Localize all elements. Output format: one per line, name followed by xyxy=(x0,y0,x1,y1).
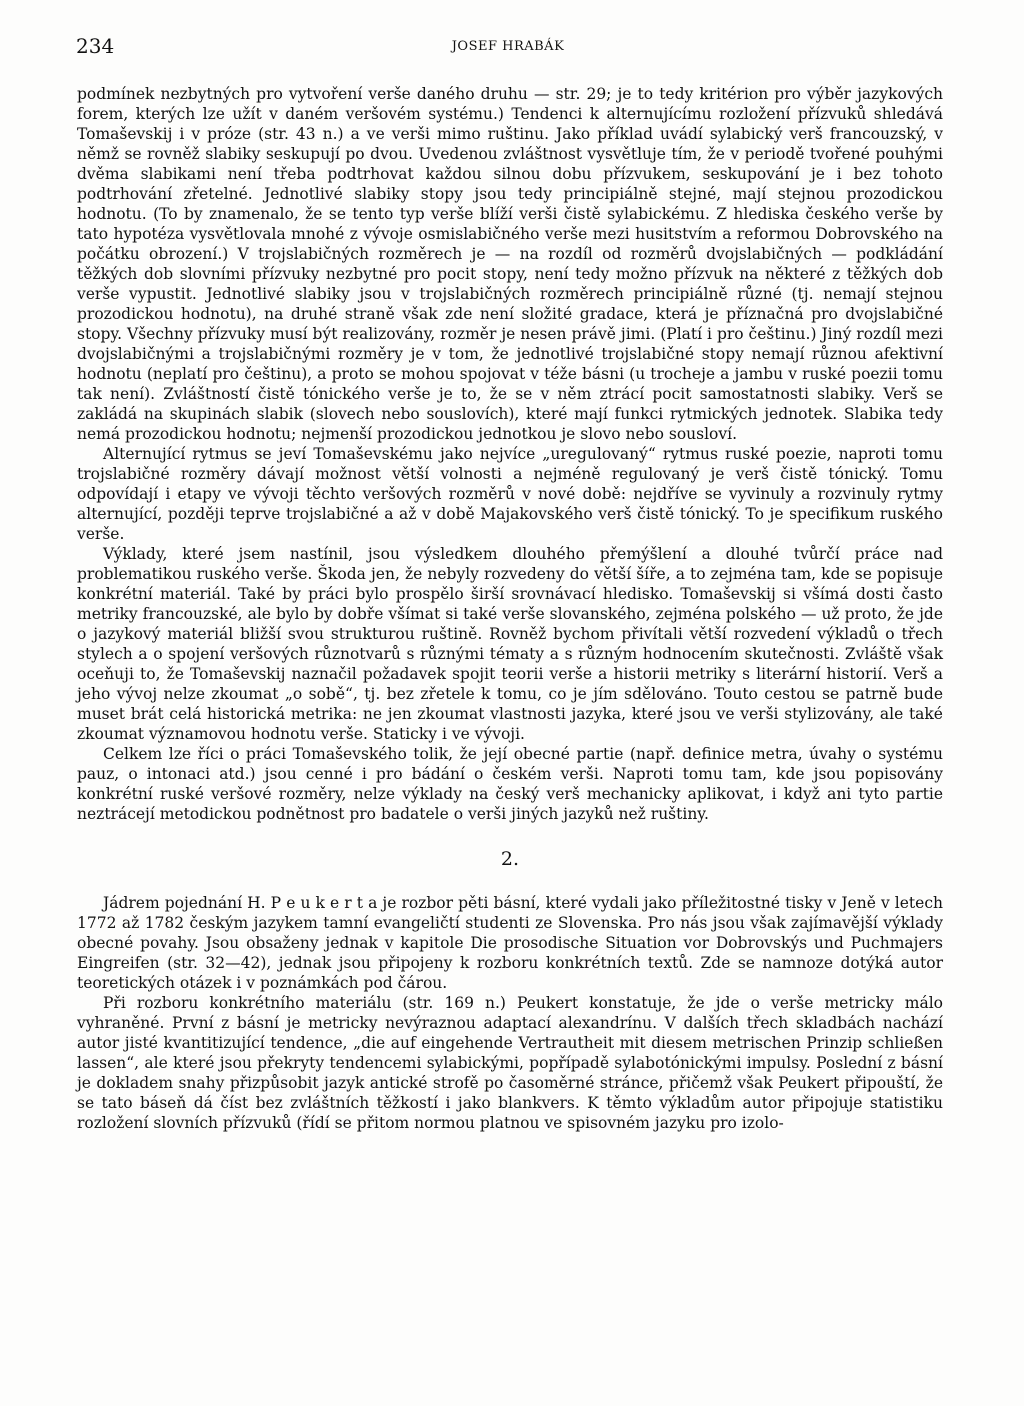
running-head: JOSEF HRABÁK xyxy=(451,39,565,54)
paragraph: Alternující rytmus se jeví Tomaševskému jako nejvíce „uregulovaný“ rytmus ruské poezie, naproti tomu trojslabičné rozměry dávají možnost větší volnosti a nejméně regulovaný je verš čistě tónický. Tomu odpovídají i etapy ve vývoji těchto veršových rozměrů v nové době: nejdříve se vyvinuly a rozvinuly rytmy alternující, později teprve trojslabičné a až v době Majakovského verš čistě tónický. To je specifikum ruského verše. xyxy=(77,445,943,543)
page-number: 234 xyxy=(76,34,115,58)
paragraph: Jádrem pojednání H. P e u k e r t a je rozbor pěti básní, které vydali jako příležitostné tisky v Jeně v letech 1772 až 1782 českým jazykem tamní evangeličtí studenti ze Slovenska. Pro nás jsou však zajímavější výklady obecné povahy. Jsou obsaženy jednak v kapitole Die prosodische Situation vor Dobrovskýs und Puchmajers Eingreifen (str. 32—42), jednak jsou připojeny k rozboru konkrétních textů. Zde se namnoze dotýká autor teoretických otázek i v poznámkách pod čárou. xyxy=(77,894,943,992)
paragraph: podmínek nezbytných pro vytvoření verše daného druhu — str. 29; je to tedy kritérion pro výběr jazykových forem, kterých lze užít v daném veršovém systému.) Tendenci k alternujícímu rozložení přízvuků shledává Tomaševskij i v próze (str. 43 n.) a ve verši mimo ruštinu. Jako příklad uvádí sylabický verš francouzský, v němž se rovněž slabiky seskupují po dvou. Uvedenou zvláštnost vysvětluje tím, že v periodě tvořené pouhými dvěma slabikami není třeba podtrhovat každou silnou dobu přízvukem, seskupování je i bez tohoto podtrhování zřetelné. Jednotlivé slabiky stopy jsou tedy principiálně stejné, mají stejnou prozodickou hodnotu. (To by znamenalo, že se tento typ verše blíží verši čistě sylabickému. Z hlediska českého verše by tato hypotéza vysvětlovala mnohé z vývoje osmislabičného verše mezi husitstvím a reformou Dobrovského na počátku obrození.) V trojslabičných rozměrech je — na rozdíl od rozměrů dvojslabičných — podkládání těžkých dob slovními přízvuky nezbytné pro pocit stopy, není tedy možno přízvuk na některé z těžkých dob verše vypustit. Jednotlivé slabiky jsou v trojslabičných rozměrech principiálně různé (tj. nemají stejnou prozodickou hodnotu), na druhé straně však zde není složité gradace, která je příznačná pro dvojslabičné stopy. Všechny přízvuky musí být realizovány, rozměr je nesen právě jimi. (Platí i pro češtinu.) Jiný rozdíl mezi dvojslabičnými a trojslabičnými rozměry je v tom, že jednotlivé trojslabičné stopy nemají různou afektivní hodnotu (neplatí pro češtinu), a proto se mohou spojovat v téže básni (u trocheje a jambu v ruské poezii tomu tak není). Zvláštností čistě tónického verše je to, že se v něm ztrácí pocit samostatnosti slabiky. Verš se zakládá na skupinách slabik (slovech nebo souslovích), které mají funkci rytmických jednotek. Slabika tedy nemá prozodickou hodnotu; nejmenší prozodickou jednotkou je slovo nebo sousloví. xyxy=(77,85,943,443)
paragraph: Výklady, které jsem nastínil, jsou výsledkem dlouhého přemýšlení a dlouhé tvůrčí práce nad problematikou ruského verše. Škoda jen, že nebyly rozvedeny do větší šíře, a to zejména tam, kde se popisuje konkrétní materiál. Také by práci bylo prospělo širší srovnávací hledisko. Tomaševskij si všímá dosti často metriky francouzské, ale bylo by dobře všímat si také verše slovanského, zejména polského — už proto, že jde o jazykový materiál bližší svou strukturou ruštině. Rovněž bychom přivítali větší rozvedení výkladů o třech stylech a o spojení veršových různotvarů s různými tématy a s různým hodnocením skutečnosti. Zvláště však oceňuji to, že Tomaševskij naznačil požadavek spojit teorii verše a historii metriky s literární historií. Verš a jeho vývoj nelze zkoumat „o sobě“, tj. bez zřetele k tomu, co je jím sdělováno. Touto cestou se patrně bude muset brát celá historická metrika: ne jen zkoumat vlastnosti jazyka, které jsou ve verši stylizovány, ale také zkoumat významovou hodnotu verše. Staticky i ve vývoji. xyxy=(77,545,943,743)
paragraph: Při rozboru konkrétního materiálu (str. 169 n.) Peukert konstatuje, že jde o verše metricky málo vyhraněné. První z básní je metricky nevýraznou adaptací alexandrínu. V dalších třech skladbách nachází autor jisté kvantitizující tendence, „die auf eingehende Vertrautheit mit diesem metrischen Prinzip schließen lassen“, ale které jsou překryty tendencemi sylabickými, popřípadě sylabotónickými impulsy. Poslední z básní je dokladem snahy přizpůsobit jazyk antické strofě po časoměrné stránce, přičemž však Peukert připouští, že se tato báseň dá číst bez zvláštních těžkostí i jako blankvers. K těmto výkladům autor připojuje statistiku rozložení slovních přízvuků (řídí se přitom normou platnou ve spisovném jazyku pro izolo- xyxy=(77,994,943,1132)
page-header xyxy=(76,30,940,62)
paragraph: Celkem lze říci o práci Tomaševského tolik, že její obecné partie (např. definice metra, úvahy o systému pauz, o intonaci atd.) jsou cenné i pro bádání o českém verši. Naproti tomu tam, kde jsou popisovány konkrétní ruské veršové rozměry, nelze výklady na český verš mechanicky aplikovat, i když ani tyto partie neztrácejí metodickou podnětnost pro badatele o verši jiných jazyků než ruštiny. xyxy=(77,745,943,823)
section-number: 2. xyxy=(500,848,520,870)
body-text xyxy=(77,84,943,1133)
